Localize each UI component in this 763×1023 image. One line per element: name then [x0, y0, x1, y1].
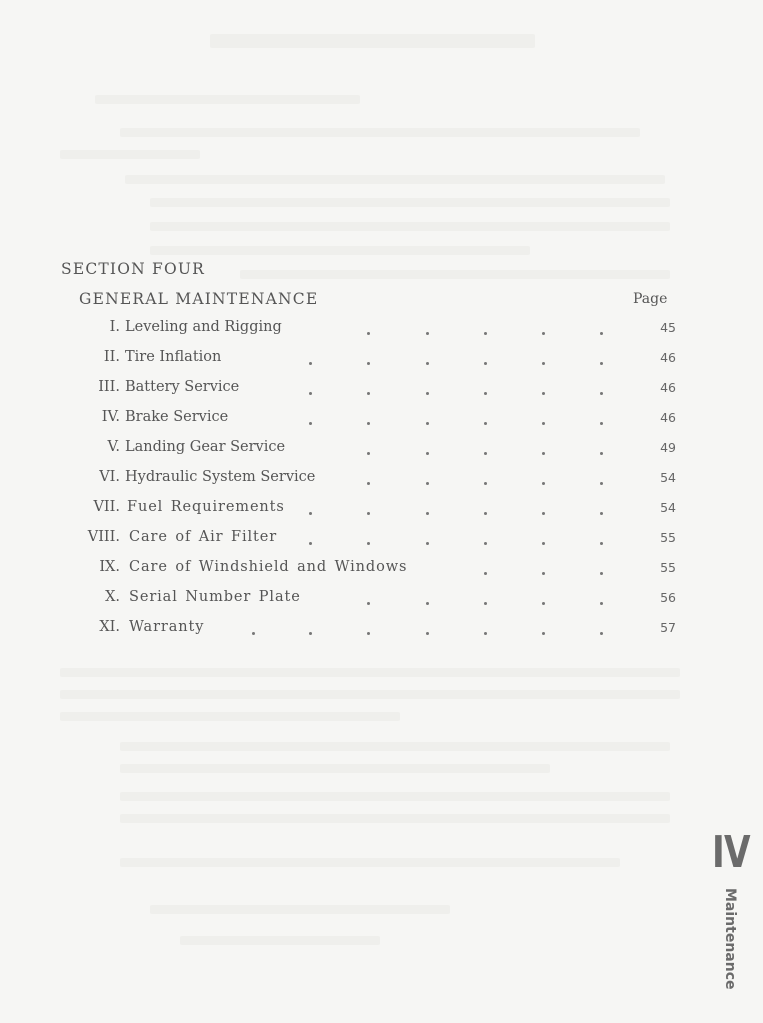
leader-dot: [309, 392, 312, 395]
leader-dot: [426, 632, 429, 635]
leader-dot: [542, 572, 545, 575]
toc-numeral: VII.: [93, 499, 120, 515]
toc-page-number: 54: [660, 470, 676, 485]
toc-numeral: II.: [103, 349, 120, 365]
leader-dot: [542, 422, 545, 425]
leader-dot: [542, 542, 545, 545]
leader-dot: [600, 332, 603, 335]
toc-page-number: 56: [660, 590, 676, 605]
leader-dot: [542, 452, 545, 455]
leader-dot: [426, 512, 429, 515]
leader-dot: [484, 452, 487, 455]
toc-row-1[interactable]: [0, 319, 763, 341]
leader-dot: [484, 392, 487, 395]
leader-dot: [600, 482, 603, 485]
leader-dot: [600, 542, 603, 545]
leader-dot: [484, 542, 487, 545]
leader-dot: [367, 602, 370, 605]
leader-dot: [600, 392, 603, 395]
leader-dot: [542, 482, 545, 485]
toc-row-3[interactable]: [0, 379, 763, 401]
toc-numeral: XI.: [99, 619, 120, 635]
leader-dot: [367, 542, 370, 545]
leader-dot: [542, 512, 545, 515]
toc-page-number: 55: [660, 530, 676, 545]
leader-dot: [367, 422, 370, 425]
toc-numeral: IV.: [101, 409, 120, 425]
leader-dot: [426, 332, 429, 335]
toc-title: Leveling and Rigging: [125, 319, 282, 335]
leader-dot: [542, 632, 545, 635]
leader-dot: [542, 362, 545, 365]
leader-dot: [600, 452, 603, 455]
leader-dot: [367, 392, 370, 395]
toc-numeral: VI.: [99, 469, 120, 485]
page-column-label: Page: [633, 291, 668, 307]
toc-row-9[interactable]: [0, 559, 763, 581]
leader-dot: [367, 362, 370, 365]
leader-dot: [426, 362, 429, 365]
toc-title: Battery Service: [125, 379, 240, 395]
toc-numeral: I.: [109, 319, 120, 335]
section-tab-numeral: IV: [712, 827, 750, 878]
leader-dot: [367, 332, 370, 335]
leader-dot: [426, 392, 429, 395]
toc-row-4[interactable]: [0, 409, 763, 431]
leader-dot: [309, 422, 312, 425]
toc-page-number: 46: [660, 380, 676, 395]
toc-numeral: V.: [107, 439, 120, 455]
leader-dot: [367, 512, 370, 515]
toc-page-number: 49: [660, 440, 676, 455]
section-heading: SECTION FOUR: [61, 260, 206, 278]
leader-dot: [426, 452, 429, 455]
toc-row-7[interactable]: [0, 499, 763, 521]
toc-title: Hydraulic System Service: [125, 469, 316, 485]
leader-dot: [484, 632, 487, 635]
toc-title: Warranty: [129, 619, 205, 635]
toc-numeral: IX.: [99, 559, 120, 575]
toc-numeral: VIII.: [87, 529, 120, 545]
toc-page-number: 54: [660, 500, 676, 515]
leader-dot: [600, 602, 603, 605]
leader-dot: [600, 572, 603, 575]
section-tab-label: Maintenance: [722, 888, 738, 990]
leader-dot: [542, 602, 545, 605]
leader-dot: [542, 332, 545, 335]
toc-row-10[interactable]: [0, 589, 763, 611]
leader-dot: [426, 602, 429, 605]
leader-dot: [426, 482, 429, 485]
toc-row-11[interactable]: [0, 619, 763, 641]
leader-dot: [252, 632, 255, 635]
toc-row-8[interactable]: [0, 529, 763, 551]
toc-title: Care of Air Filter: [129, 529, 278, 545]
leader-dot: [600, 422, 603, 425]
toc-page-number: 57: [660, 620, 676, 635]
toc-page-number: 55: [660, 560, 676, 575]
toc-row-5[interactable]: [0, 439, 763, 461]
leader-dot: [542, 392, 545, 395]
toc-title: Care of Windshield and Windows: [129, 559, 408, 575]
leader-dot: [309, 632, 312, 635]
leader-dot: [600, 512, 603, 515]
leader-dot: [426, 422, 429, 425]
leader-dot: [309, 362, 312, 365]
leader-dot: [484, 482, 487, 485]
toc-numeral: III.: [98, 379, 120, 395]
leader-dot: [484, 572, 487, 575]
toc-title: Fuel Requirements: [127, 499, 285, 515]
leader-dot: [367, 482, 370, 485]
leader-dot: [367, 632, 370, 635]
leader-dot: [600, 362, 603, 365]
leader-dot: [600, 632, 603, 635]
toc-title: Serial Number Plate: [129, 589, 301, 605]
toc-page-number: 46: [660, 350, 676, 365]
leader-dot: [426, 542, 429, 545]
toc-row-6[interactable]: [0, 469, 763, 491]
toc-row-2[interactable]: [0, 349, 763, 371]
leader-dot: [309, 512, 312, 515]
section-subheading: GENERAL MAINTENANCE: [79, 290, 319, 308]
leader-dot: [484, 602, 487, 605]
leader-dot: [484, 332, 487, 335]
toc-page-number: 45: [660, 320, 676, 335]
leader-dot: [309, 542, 312, 545]
leader-dot: [484, 422, 487, 425]
leader-dot: [484, 512, 487, 515]
toc-title: Brake Service: [125, 409, 229, 425]
toc-numeral: X.: [105, 589, 120, 605]
leader-dot: [367, 452, 370, 455]
toc-title: Landing Gear Service: [125, 439, 286, 455]
toc-page-number: 46: [660, 410, 676, 425]
toc-title: Tire Inflation: [125, 349, 222, 365]
leader-dot: [484, 362, 487, 365]
